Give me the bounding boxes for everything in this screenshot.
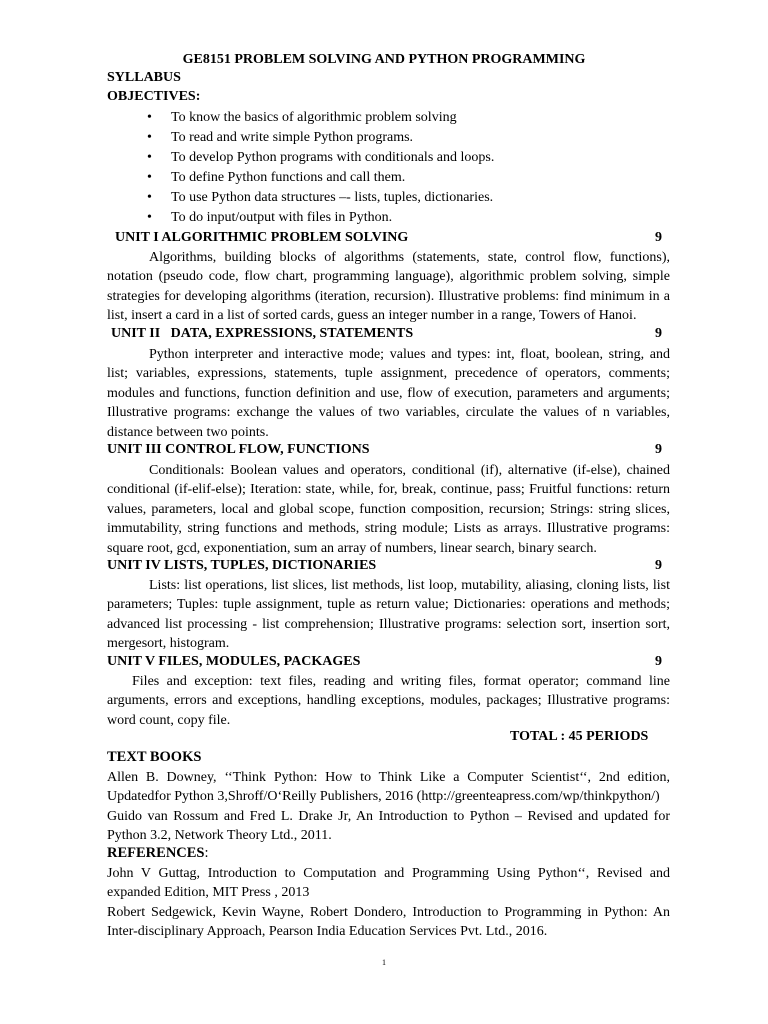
unit-1-line: strategies for developing algorithms (iteration, recursion). Illustrative problems: find minimum in a — [107, 288, 670, 304]
unit-hours: 9 — [655, 326, 662, 341]
unit-5-line: word count, copy file. — [107, 712, 231, 728]
objective-item: • To develop Python programs with conditionals and loops. — [147, 148, 494, 168]
unit-3-heading — [107, 442, 670, 458]
objective-item: • To use Python data structures –- lists, tuples, dictionaries. — [147, 188, 494, 208]
text-books-content — [107, 768, 670, 846]
unit-2-line: modules and functions, function definition and use, flow of execution, parameters and arguments; — [107, 385, 670, 401]
unit-title: UNIT IV LISTS, TUPLES, DICTIONARIES — [107, 558, 377, 573]
unit-3-line: immutability, string functions and methods, string module; Lists as arrays. Illustrative programs: — [107, 521, 670, 537]
text-book-line: Updatedfor Python 3,Shroff/O‘Reilly Publishers, 2016 (http://greenteapress.com/wp/thinkpython/) — [107, 789, 660, 805]
text-books-heading: TEXT BOOKS — [107, 749, 202, 765]
unit-3-content — [107, 461, 670, 558]
objectives-list — [147, 108, 494, 228]
unit-hours: 9 — [655, 230, 662, 245]
unit-2-heading — [111, 326, 670, 342]
unit-4-line: Lists: list operations, list slices, list methods, list loop, mutability, aliasing, cloning lists, list — [149, 578, 670, 593]
unit-1-content — [107, 248, 670, 326]
unit-2-line: Illustrative programs: exchange the values of two variables, circulate the values of n variables, — [107, 405, 670, 421]
unit-hours: 9 — [655, 558, 662, 573]
unit-title: UNIT I ALGORITHMIC PROBLEM SOLVING — [115, 230, 409, 245]
reference-line: Inter-disciplinary Approach, Pearson India Education Services Pvt. Ltd., 2016. — [107, 924, 548, 940]
unit-3-line: square root, gcd, exponentiation, sum an array of numbers, linear search, binary search. — [107, 540, 597, 556]
unit-3-line: conditional (if-elif-else); Iteration: state, while, for, break, continue, pass; Fruitful functions: return — [107, 482, 670, 498]
unit-2-line: list; variables, expressions, statements, tuple assignment, precedence of operators, comments; — [107, 366, 670, 382]
unit-4-line: mergesort, histogram. — [107, 636, 230, 652]
unit-1-heading — [115, 230, 670, 246]
document-title: GE8151 PROBLEM SOLVING AND PYTHON PROGRAMMING — [182, 52, 586, 67]
unit-1-line: Algorithms, building blocks of algorithms (statements, state, control flow, functions), — [149, 250, 670, 265]
unit-4-line: parameters; Tuples: tuple assignment, tuple as return value; Dictionaries: operations and methods; — [107, 597, 670, 613]
page-number: 1 — [382, 958, 386, 967]
unit-4-content — [107, 576, 670, 654]
reference-line: expanded Edition, MIT Press , 2013 — [107, 885, 310, 901]
unit-title: UNIT II DATA, EXPRESSIONS, STATEMENTS — [111, 326, 414, 341]
unit-title: UNIT III CONTROL FLOW, FUNCTIONS — [107, 442, 370, 457]
objective-item: • To know the basics of algorithmic problem solving — [147, 108, 494, 128]
references-label: REFERENCES — [107, 845, 205, 861]
unit-2-content — [107, 345, 670, 442]
reference-line: Robert Sedgewick, Kevin Wayne, Robert Dondero, Introduction to Programming in Python: An — [107, 904, 670, 920]
objective-item: • To define Python functions and call them. — [147, 168, 494, 188]
text-book-line: Python 3.2, Network Theory Ltd., 2011. — [107, 828, 332, 844]
unit-1-line: notation (pseudo code, flow chart, programming language), algorithmic problem solving, simple — [107, 269, 670, 285]
unit-4-heading — [107, 558, 670, 574]
syllabus-heading: SYLLABUS — [107, 70, 181, 85]
unit-5-content — [107, 672, 670, 730]
references-content — [107, 864, 670, 942]
objective-item: • To read and write simple Python programs. — [147, 128, 494, 148]
objectives-heading: OBJECTIVES: — [107, 89, 201, 104]
total-periods: TOTAL : 45 PERIODS — [510, 729, 649, 744]
unit-5-heading — [107, 654, 670, 670]
unit-5-line: Files and exception: text files, reading and writing files, format operator; command line — [132, 674, 670, 689]
references-heading — [107, 845, 209, 862]
references-colon: : — [204, 845, 209, 861]
text-book-line: Allen B. Downey, ‘‘Think Python: How to Think Like a Computer Scientist‘‘, 2nd edition, — [107, 770, 670, 785]
unit-3-line: Conditionals: Boolean values and operators, conditional (if), alternative (if-else), chained — [149, 463, 670, 478]
unit-1-line: list, insert a card in a list of sorted cards, guess an integer number in a range, Towers of Hanoi. — [107, 308, 637, 324]
unit-hours: 9 — [655, 654, 662, 669]
unit-2-line: Python interpreter and interactive mode; values and types: int, float, boolean, string, and — [149, 347, 670, 362]
reference-line: John V Guttag, Introduction to Computation and Programming Using Python‘‘, Revised and — [107, 866, 670, 881]
objective-item: • To do input/output with files in Python. — [147, 208, 494, 228]
unit-title: UNIT V FILES, MODULES, PACKAGES — [107, 654, 361, 669]
unit-3-line: values, parameters, local and global scope, function composition, recursion; Strings: string slices, — [107, 501, 670, 517]
text-book-line: Guido van Rossum and Fred L. Drake Jr, An Introduction to Python – Revised and updated for — [107, 808, 670, 824]
unit-4-line: advanced list processing - list comprehension; Illustrative programs: selection sort, insertion sort, — [107, 616, 670, 632]
unit-hours: 9 — [655, 442, 662, 457]
unit-2-line: distance between two points. — [107, 424, 269, 440]
unit-5-line: arguments, errors and exceptions, handling exceptions, modules, packages; Illustrative programs: — [107, 693, 670, 709]
